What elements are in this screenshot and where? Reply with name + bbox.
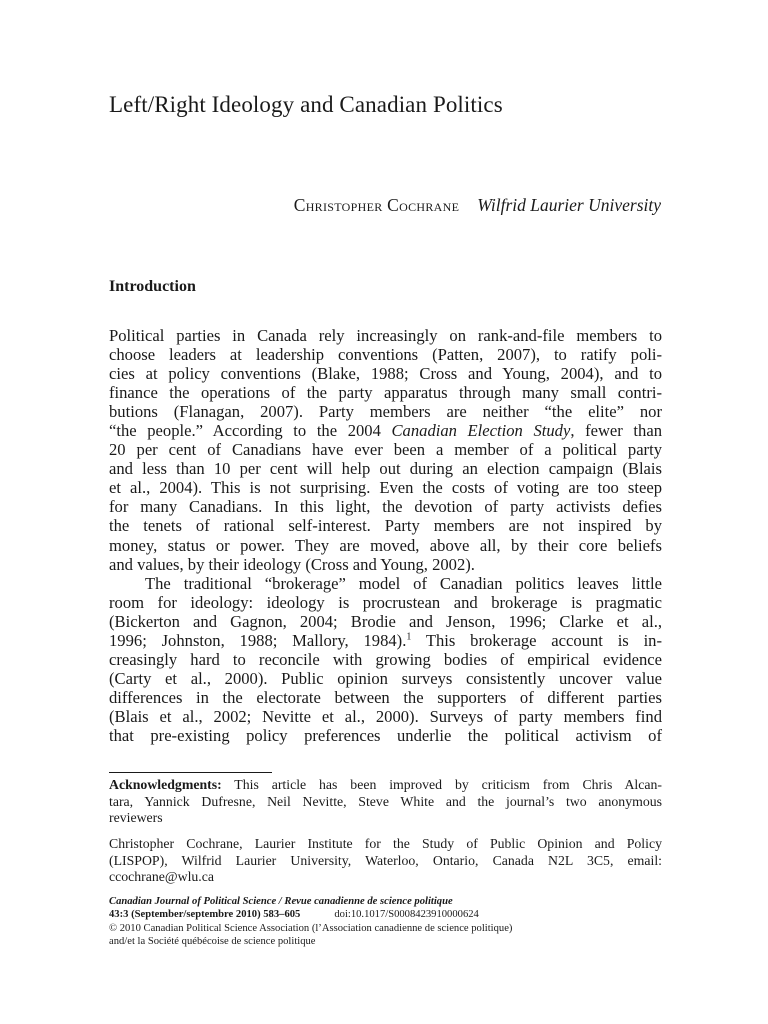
footnote-line: tara, Yannick Dufresne, Neil Nevitte, Steve White and the journal’s two anonymous (109, 793, 662, 809)
author-affiliation: Wilfrid Laurier University (477, 195, 661, 215)
author-contact-note (109, 836, 662, 886)
journal-volume-line (109, 908, 662, 921)
journal-doi: doi:10.1017/S0008423910000624 (334, 909, 479, 921)
text-segment: , fewer than (570, 421, 662, 441)
text-line: 20 per cent of Canadians have ever been a member of a political party (109, 440, 662, 460)
text-line: et al., 2004). This is not surprising. Even the costs of voting are too steep (109, 478, 662, 498)
footnote-line: Christopher Cochrane, Laurier Institute for the Study of Public Opinion and Policy (109, 836, 662, 851)
footnote-line (109, 777, 662, 794)
text-line: Political parties in Canada rely increasingly on rank-and-file members to (109, 326, 662, 345)
text-line: cies at policy conventions (Blake, 1988; Cross and Young, 2004), and to (109, 364, 662, 384)
paragraph-1 (109, 326, 662, 574)
section-heading: Introduction (109, 278, 196, 295)
text-line: finance the operations of the party apparatus through many small contri- (109, 383, 662, 403)
text-line (109, 421, 662, 440)
article-title: Left/Right Ideology and Canadian Politics (109, 92, 503, 117)
text-line: choose leaders at leadership conventions (Patten, 2007), to ratify poli- (109, 345, 662, 365)
acknowledgments-note (109, 777, 662, 827)
text-line: money, status or power. They are moved, above all, by their core beliefs (109, 535, 662, 555)
text-line: and less than 10 per cent will help out during an election campaign (Blais (109, 459, 662, 479)
text-line: and values, by their ideology (Cross and Young, 2002). (109, 554, 475, 574)
text-line (109, 631, 662, 650)
text-line: (Blais et al., 2002; Nevitte et al., 2000). Surveys of party members find (109, 706, 662, 726)
text-line: butions (Flanagan, 2007). Party members are neither “the elite” nor (109, 402, 662, 422)
footnote-segment: This article has been improved by criticism from Chris Alcan- (221, 777, 662, 792)
text-line: (Carty et al., 2000). Public opinion surveys consistently uncover value (109, 668, 662, 688)
acknowledgments-label: Acknowledgments: (109, 777, 222, 792)
body-text (109, 326, 662, 745)
journal-name: Canadian Journal of Political Science / Revue canadienne de science politique (109, 896, 453, 907)
byline (294, 195, 661, 216)
author-name: Christopher Cochrane (293, 195, 460, 215)
text-segment: This brokerage account is in- (411, 630, 662, 650)
text-line: room for ideology: ideology is procrustean and brokerage is pragmatic (109, 592, 662, 612)
footnote-marker: 1 (406, 631, 412, 643)
journal-info (109, 895, 662, 949)
text-line: differences in the electorate between the supporters of different parties (109, 687, 662, 707)
paragraph-2 (109, 574, 662, 745)
journal-copyright: © 2010 Canadian Political Science Association (l’Association canadienne de science politique) (109, 922, 513, 934)
footnote-line: reviewers (109, 810, 163, 826)
text-line: that pre-existing policy preferences underlie the political activism of (109, 725, 662, 745)
author-email: ccochrane@wlu.ca (109, 869, 215, 885)
study-title: Canadian Election Study (391, 421, 571, 441)
text-segment: “the people.” According to the 2004 (109, 421, 392, 441)
text-line: (Bickerton and Gagnon, 2004; Brodie and Jenson, 1996; Clarke et al., (109, 611, 662, 631)
journal-copyright-2: and/et la Société québécoise de science politique (109, 936, 316, 948)
text-line: for many Canadians. In this light, the devotion of party activists defies (109, 497, 662, 517)
text-line: creasingly hard to reconcile with growing bodies of empirical evidence (109, 649, 662, 669)
text-line: the tenets of rational self-interest. Party members are not inspired by (109, 516, 662, 536)
footnote-divider (109, 772, 272, 773)
journal-volume: 43:3 (September/septembre 2010) 583–605 (109, 909, 301, 921)
text-line: The traditional “brokerage” model of Canadian politics leaves little (145, 573, 662, 593)
text-segment: 1996; Johnston, 1988; Mallory, 1984). (109, 630, 407, 650)
footnote-line: (LISPOP), Wilfrid Laurier University, Waterloo, Ontario, Canada N2L 3C5, email: (109, 852, 662, 868)
